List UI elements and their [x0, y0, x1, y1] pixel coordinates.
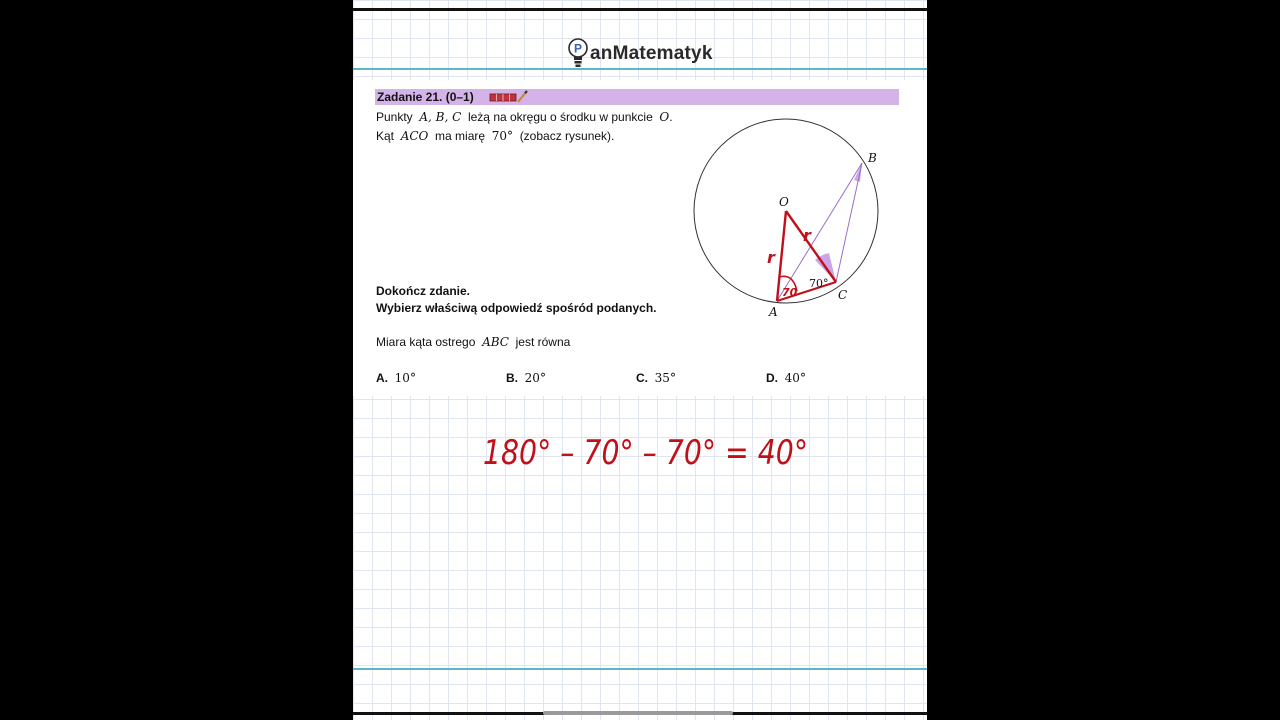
line1-prefix: Punkty: [376, 110, 413, 124]
lightbulb-p-icon: [567, 37, 589, 71]
task-line-2: [376, 129, 614, 143]
question-suffix: jest równa: [515, 335, 571, 349]
label-c: C: [838, 288, 848, 302]
answer-b[interactable]: [506, 371, 546, 385]
line1-middle: leżą na okręgu o środku w punkcie: [467, 110, 653, 124]
answer-d-letter: D.: [766, 371, 778, 385]
label-o: O: [779, 195, 789, 209]
circle-figure: [683, 105, 903, 330]
handwritten-r-right: r: [803, 226, 811, 245]
svg-text:P: P: [573, 41, 583, 56]
radius-oc: [786, 211, 836, 282]
worksheet-page: [353, 0, 927, 720]
question-angle: ABC: [482, 335, 509, 349]
header-divider: [353, 68, 927, 70]
line1-end: .: [669, 110, 673, 124]
line2-prefix: Kąt: [376, 129, 395, 143]
chord-cb: [836, 163, 862, 282]
line1-center: O: [659, 110, 670, 124]
task-header: [375, 89, 899, 105]
answer-c-letter: C.: [636, 371, 648, 385]
answer-a-letter: A.: [376, 371, 388, 385]
difficulty-pencil-icon: [490, 91, 528, 103]
handwritten-r-left: r: [767, 248, 775, 267]
handwritten-calculation: [483, 425, 813, 475]
answer-a-value: 10°: [394, 371, 416, 385]
answer-a[interactable]: [376, 371, 416, 385]
label-b: B: [868, 151, 877, 165]
label-angle-70: 70°: [809, 277, 829, 290]
logo-text: anMatematyk: [590, 43, 713, 64]
label-a: A: [769, 305, 778, 319]
question-prefix: Miara kąta ostrego: [376, 335, 476, 349]
line2-value: 70°: [491, 129, 514, 143]
answer-d[interactable]: [766, 371, 806, 385]
answer-b-value: 20°: [524, 371, 546, 385]
instruction-choose: Wybierz właściwą odpowiedź spośród podanych.: [376, 301, 657, 315]
task-line-1: [376, 110, 673, 124]
scroll-handle[interactable]: [543, 711, 733, 715]
answer-d-value: 40°: [784, 371, 806, 385]
top-border: [353, 8, 927, 11]
task-title: Zadanie 21. (0–1): [377, 90, 474, 104]
answer-c-value: 35°: [654, 371, 676, 385]
answer-c[interactable]: [636, 371, 676, 385]
logo: [567, 37, 713, 71]
instruction-complete: Dokończ zdanie.: [376, 284, 471, 298]
line2-angle: ACO: [400, 129, 429, 143]
line2-end: (zobacz rysunek).: [519, 129, 615, 143]
handwritten-equation: 180° – 70° – 70° = 40°: [483, 433, 808, 473]
line2-middle: ma miarę: [435, 129, 486, 143]
line1-points: A, B, C: [419, 110, 462, 124]
question-text: [376, 335, 570, 349]
handwritten-angle-a: 70: [782, 286, 798, 299]
footer-divider: [353, 668, 927, 670]
answer-b-letter: B.: [506, 371, 518, 385]
